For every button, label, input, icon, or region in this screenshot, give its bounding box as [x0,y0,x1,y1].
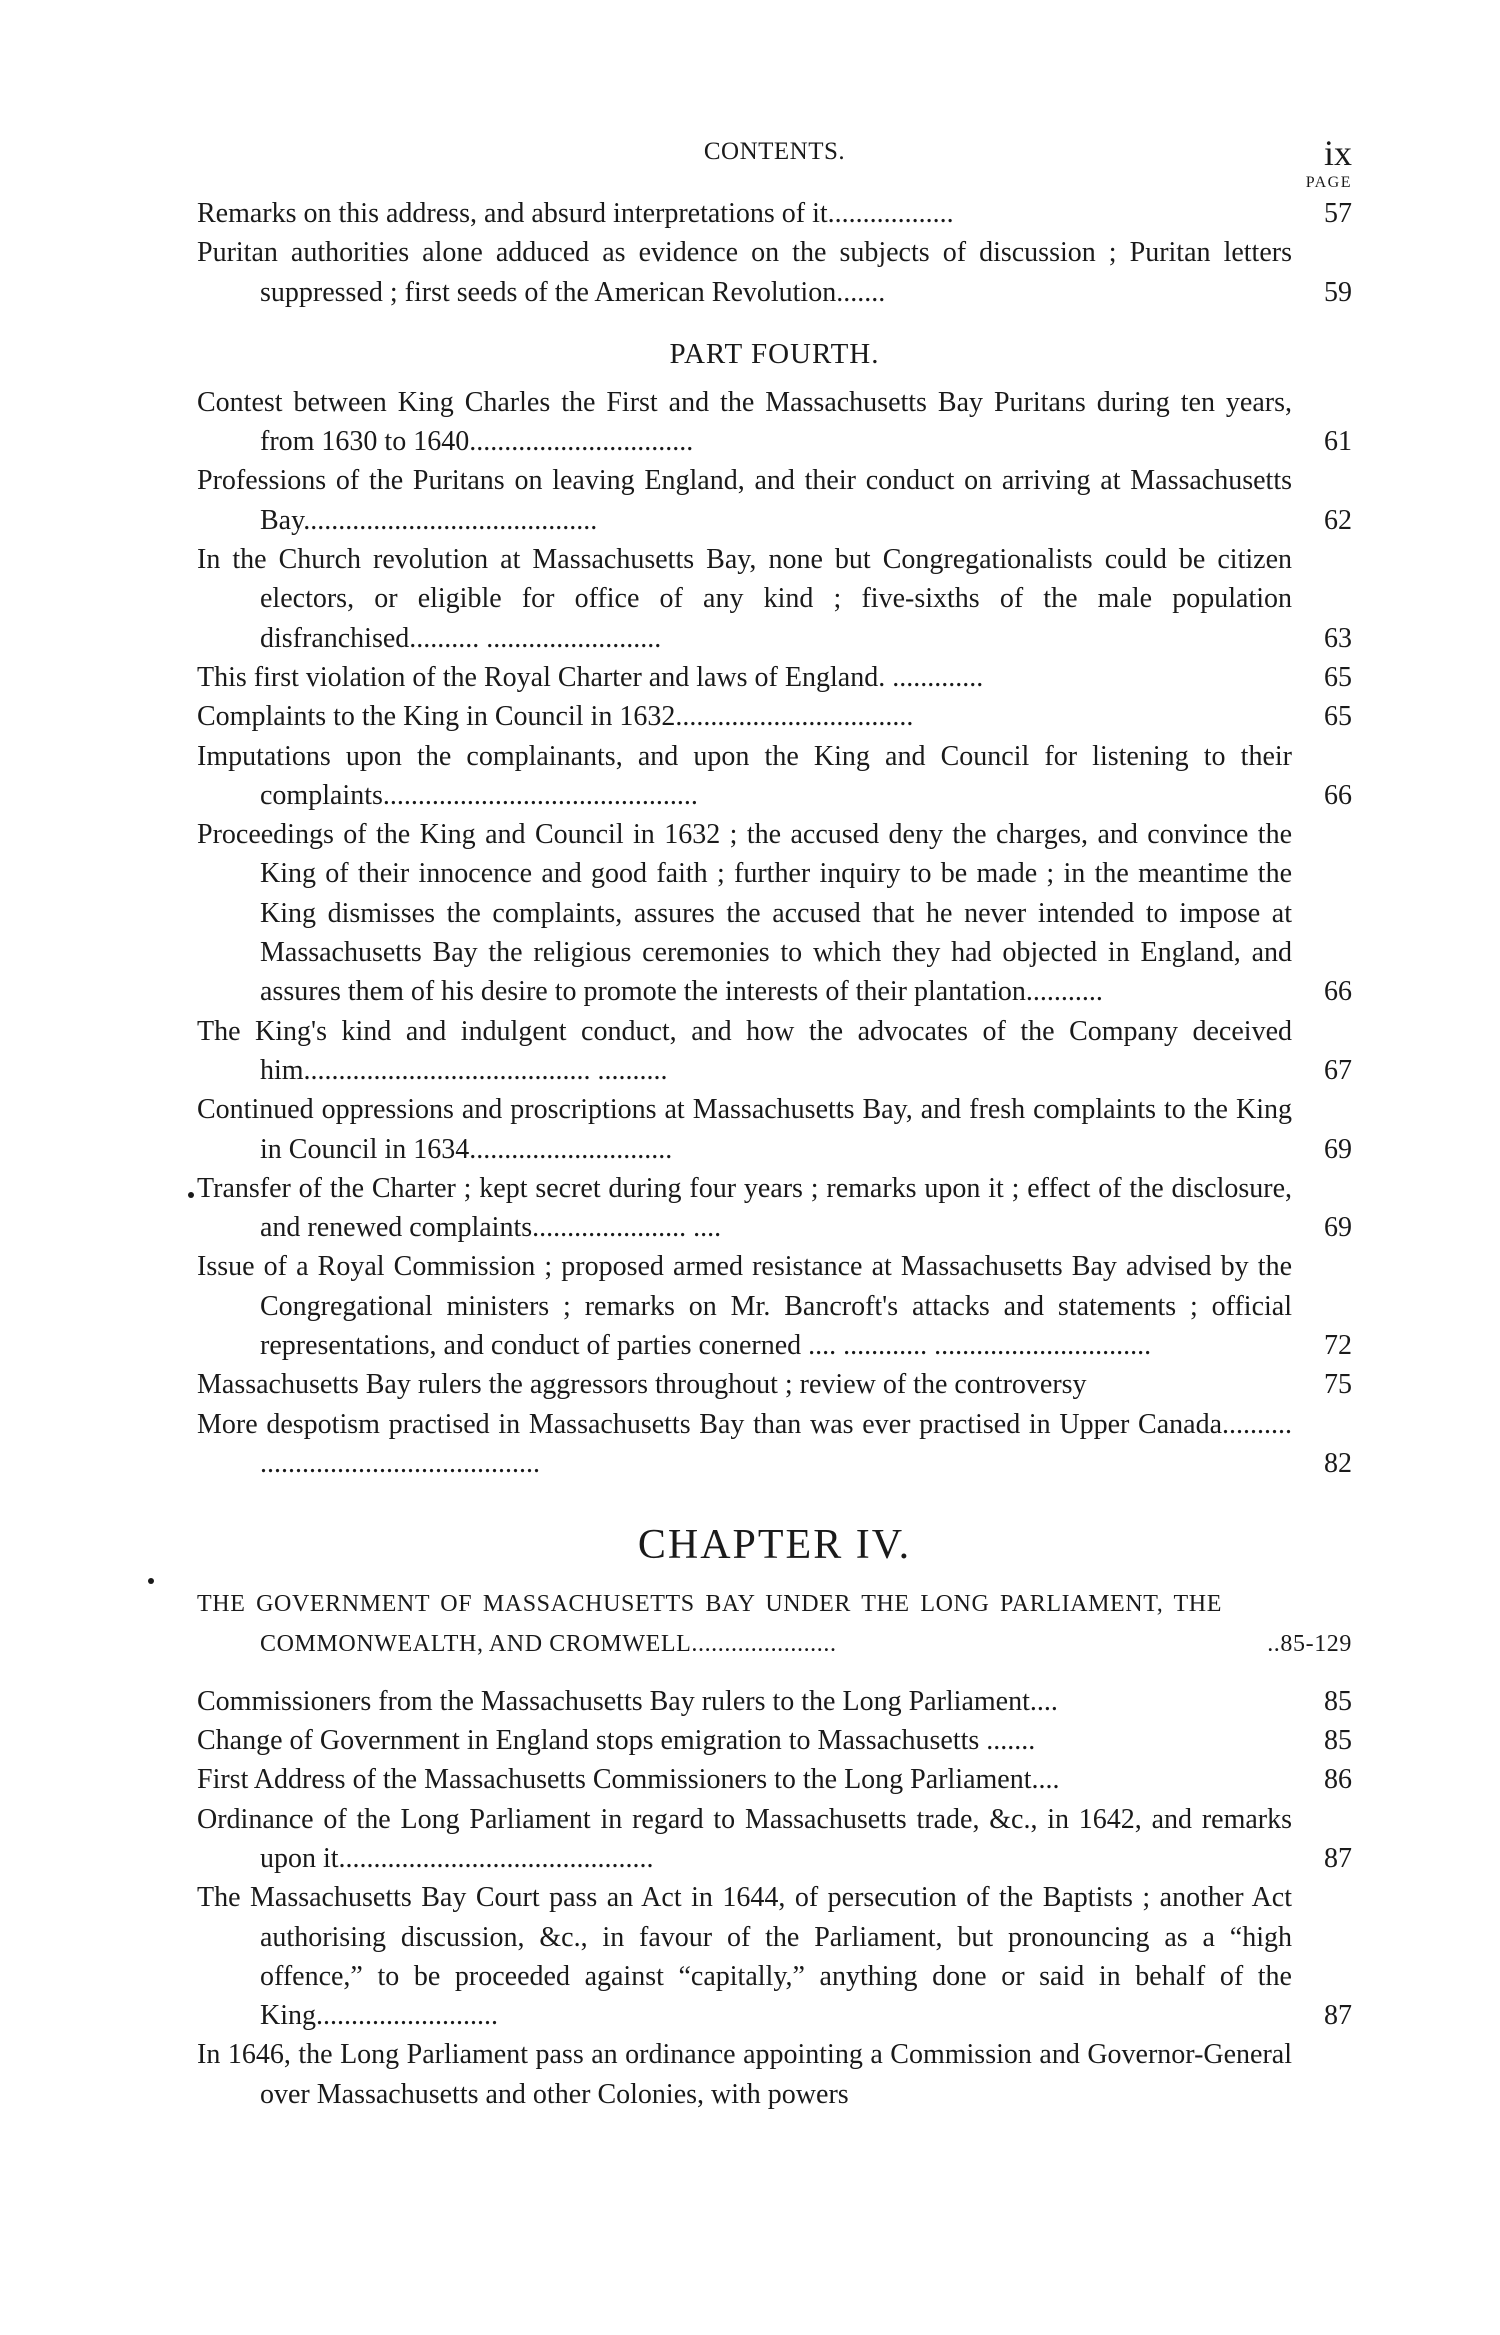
entry-page: 65 [1324,661,1352,693]
margin-dot-mark [188,1192,194,1198]
toc-entry [197,1760,1352,1799]
entry-page: 69 [1324,1212,1352,1244]
entry-page: 66 [1324,976,1352,1008]
toc-entry [197,1682,1352,1721]
entry-page: 87 [1324,1842,1352,1874]
entry-text: Issue of a Royal Commission ; proposed armed resistance at Massachusetts Bay advised by the Congregational ministers ; remarks on Mr. Bancroft's attacks and statements ; official representations, and conduct of parties conerned .... ............ ............................... [197,1251,1292,1362]
entry-page: 82 [1324,1447,1352,1479]
toc-entry [197,1405,1352,1484]
entry-page: 86 [1324,1764,1352,1796]
entry-page: 63 [1324,622,1352,654]
contents-page [197,132,1352,2114]
toc-entry [197,737,1352,816]
entry-text: The Massachusetts Bay Court pass an Act in 1644, of persecution of the Baptists ; another Act authorising discussion, &c., in favour of the Parliament, but pronouncing as a “high offence,” to be proceeded against “capitally,” anything done or said in behalf of the King.......................... [197,1882,1292,2032]
entry-text: Remarks on this address, and absurd interpretations of it.................. [197,198,954,229]
entry-page: 85 [1324,1685,1352,1717]
part-heading: PART FOURTH. [669,337,880,370]
entry-page: 57 [1324,198,1352,229]
chapter-summary-text: THE GOVERNMENT OF MASSACHUSETTS BAY UNDER THE LONG PARLIAMENT, THE COMMONWEALTH, AND CROMWELL...................... [197,1591,1222,1657]
entry-page: 62 [1324,504,1352,536]
entries-top [197,194,1352,312]
chapter-summary [197,1585,1352,1664]
entry-page: 65 [1324,701,1352,733]
entry-text: Continued oppressions and proscriptions at Massachusetts Bay, and fresh complaints to the King in Council in 1634............................. [197,1094,1292,1165]
margin-dot-mark [148,1578,154,1584]
entry-text: In the Church revolution at Massachusetts Bay, none but Congregationalists could be citizen electors, or eligible for office of any kind ; five-sixths of the male population disfranchised.......... ......................... [197,544,1292,654]
toc-entry [197,461,1352,540]
entry-text: Change of Government in England stops emigration to Massachusetts ....... [197,1725,1036,1757]
entry-text: Puritan authorities alone adduced as evidence on the subjects of discussion ; Puritan letters suppressed ; first seeds of the American Revolution....... [197,237,1292,308]
entry-page: 66 [1324,779,1352,811]
running-title: CONTENTS. [703,138,846,165]
toc-entry [197,1090,1352,1169]
entry-text: More despotism practised in Massachusetts Bay than was ever practised in Upper Canada.......... ........................................ [197,1408,1292,1479]
toc-entry [197,1247,1352,1365]
entry-text: First Address of the Massachusetts Commissioners to the Long Parliament.... [197,1764,1060,1796]
entry-page: 87 [1324,2000,1352,2032]
toc-entry [197,1012,1352,1091]
entry-text: Proceedings of the King and Council in 1632 ; the accused deny the charges, and convince the King of their innocence and good faith ; further inquiry to be made ; in the meantime the King dismisses the complaints, assures the accused that he never intended to impose at Massachusetts Bay the religious ceremonies to which they had objected in England, and assures them of his desire to promote the interests of their plantation........... [197,819,1292,1008]
toc-entry [197,1800,1352,1879]
toc-entry [197,658,1352,697]
page-column-label: PAGE [1305,174,1352,191]
entry-page: 67 [1324,1054,1352,1086]
entry-page: 61 [1324,426,1352,458]
entry-text: In 1646, the Long Parliament pass an ordinance appointing a Commission and Governor-General over Massachusetts and other Colonies, with powers [197,2039,1292,2110]
toc-entry [197,233,1352,312]
toc-entry [197,1721,1352,1760]
part-entries [197,383,1352,1483]
entry-text: Ordinance of the Long Parliament in regard to Massachusetts trade, &c., in 1642, and remarks upon it............................................. [197,1803,1292,1874]
entry-page: 69 [1324,1133,1352,1165]
entry-page: 75 [1324,1369,1352,1401]
entry-text: Professions of the Puritans on leaving England, and their conduct on arriving at Massachusetts Bay.......................................... [197,465,1292,536]
entry-text: Contest between King Charles the First and the Massachusetts Bay Puritans during ten years, from 1630 to 1640................................ [197,386,1292,458]
entry-text: Complaints to the King in Council in 1632.................................. [197,701,914,733]
entry-page: 72 [1324,1330,1352,1362]
page-number: ix [1323,133,1352,173]
toc-entry [197,194,1352,233]
toc-entry [197,2035,1352,2114]
toc-entry [197,1365,1352,1404]
chapter-entries [197,1682,1352,2114]
entry-text: Commissioners from the Massachusetts Bay rulers to the Long Parliament.... [197,1685,1058,1717]
entry-text: The King's kind and indulgent conduct, and how the advocates of the Company deceived him......................................... .......... [197,1015,1292,1086]
page-header [197,132,1352,172]
toc-entry [197,815,1352,1011]
entry-page: 59 [1324,276,1352,308]
entry-text: Transfer of the Charter ; kept secret during four years ; remarks upon it ; effect of the disclosure, and renewed complaints...................... .... [197,1172,1292,1244]
toc-entry [197,1878,1352,2035]
toc-entry [197,1169,1352,1248]
toc-entry [197,697,1352,736]
entry-page: 85 [1324,1725,1352,1757]
toc-entry [197,383,1352,462]
toc-entry [197,540,1352,658]
chapter-summary-pages: ..85-129 [1267,1630,1352,1657]
chapter-heading: CHAPTER IV. [637,1522,912,1569]
entry-text: Imputations upon the complainants, and upon the King and Council for listening to their complaints............................................. [197,740,1292,811]
entry-text: Massachusetts Bay rulers the aggressors throughout ; review of the controversy [197,1369,1087,1401]
entry-text: This first violation of the Royal Charter and laws of England. ............. [197,661,984,693]
